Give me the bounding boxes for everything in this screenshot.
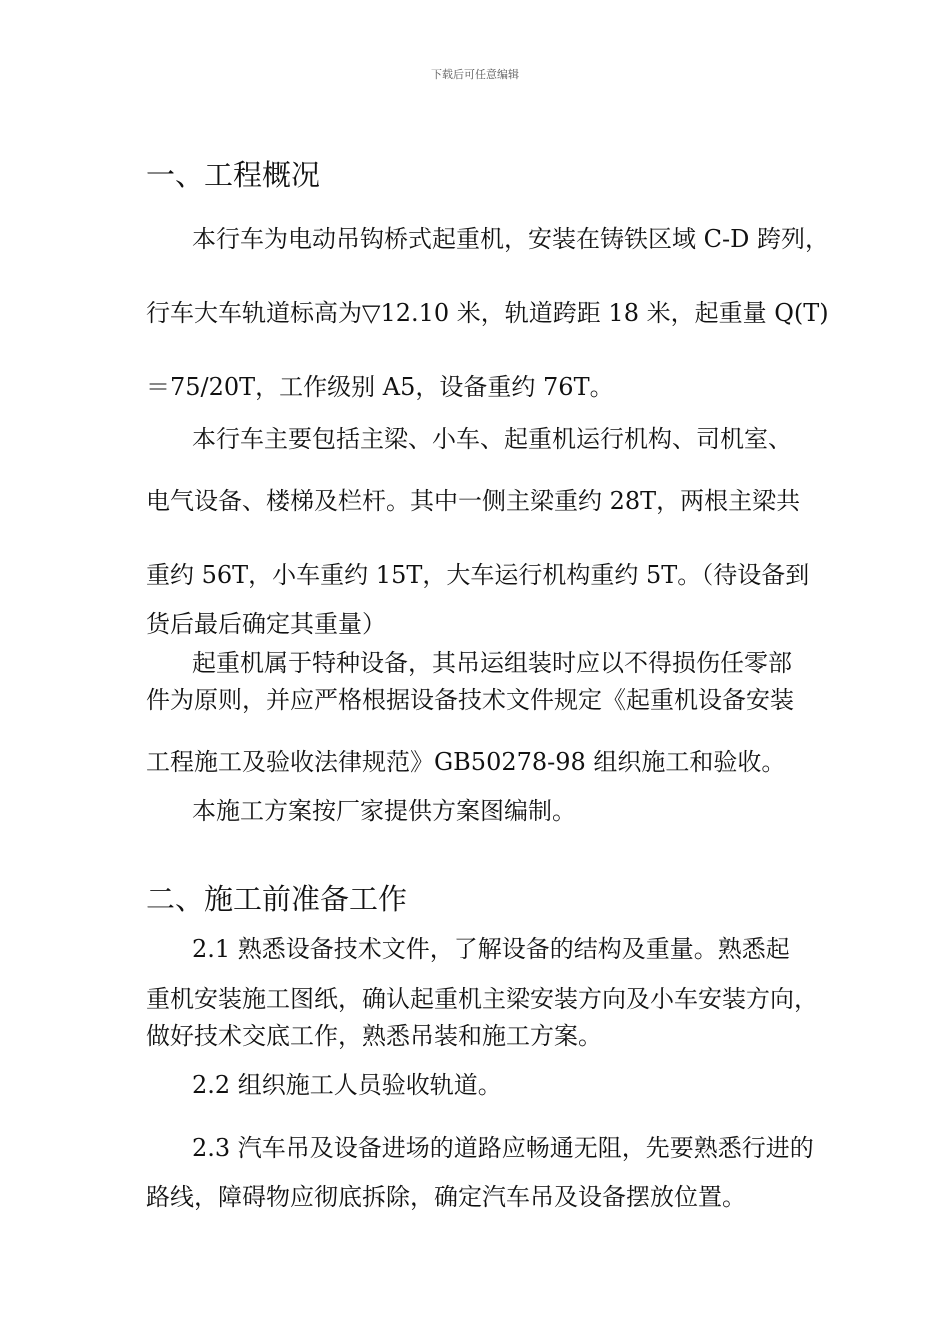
paragraph-line: 2.2 组织施工人员验收轨道。: [192, 1071, 502, 1099]
page-header-note: 下载后可任意编辑: [431, 68, 519, 81]
paragraph-line: 本行车主要包括主梁、小车、起重机运行机构、司机室、: [192, 425, 792, 453]
paragraph-line: 本行车为电动吊钩桥式起重机，安装在铸铁区域 C-D 跨列，: [192, 225, 829, 253]
paragraph-line: 货后最后确定其重量）: [146, 610, 386, 638]
paragraph-line: 行车大车轨道标高为▽12.10 米，轨道跨距 18 米，起重量 Q(T): [146, 299, 829, 327]
paragraph-line: ＝75/20T，工作级别 A5，设备重约 76T。: [146, 373, 614, 401]
paragraph-line: 重机安装施工图纸，确认起重机主梁安装方向及小车安装方向，: [146, 985, 818, 1013]
paragraph-line: 路线，障碍物应彻底拆除，确定汽车吊及设备摆放位置。: [146, 1183, 746, 1211]
paragraph-line: 件为原则，并应严格根据设备技术文件规定《起重机设备安装: [146, 686, 794, 714]
section-1-heading: 一、工程概况: [146, 158, 321, 192]
section-2-heading: 二、施工前准备工作: [146, 882, 408, 916]
paragraph-line: 工程施工及验收法律规范》GB50278-98 组织施工和验收。: [146, 748, 786, 776]
paragraph-line: 电气设备、楼梯及栏杆。其中一侧主梁重约 28T，两根主梁共: [146, 487, 801, 515]
paragraph-line: 做好技术交底工作，熟悉吊装和施工方案。: [146, 1022, 602, 1050]
paragraph-line: 起重机属于特种设备，其吊运组装时应以不得损伤任零部: [192, 649, 792, 677]
paragraph-line: 2.1 熟悉设备技术文件，了解设备的结构及重量。熟悉起: [192, 935, 790, 963]
paragraph-line: 本施工方案按厂家提供方案图编制。: [192, 797, 576, 825]
paragraph-line: 重约 56T，小车重约 15T，大车运行机构重约 5T。（待设备到: [146, 561, 810, 589]
paragraph-line: 2.3 汽车吊及设备进场的道路应畅通无阻，先要熟悉行进的: [192, 1134, 814, 1162]
